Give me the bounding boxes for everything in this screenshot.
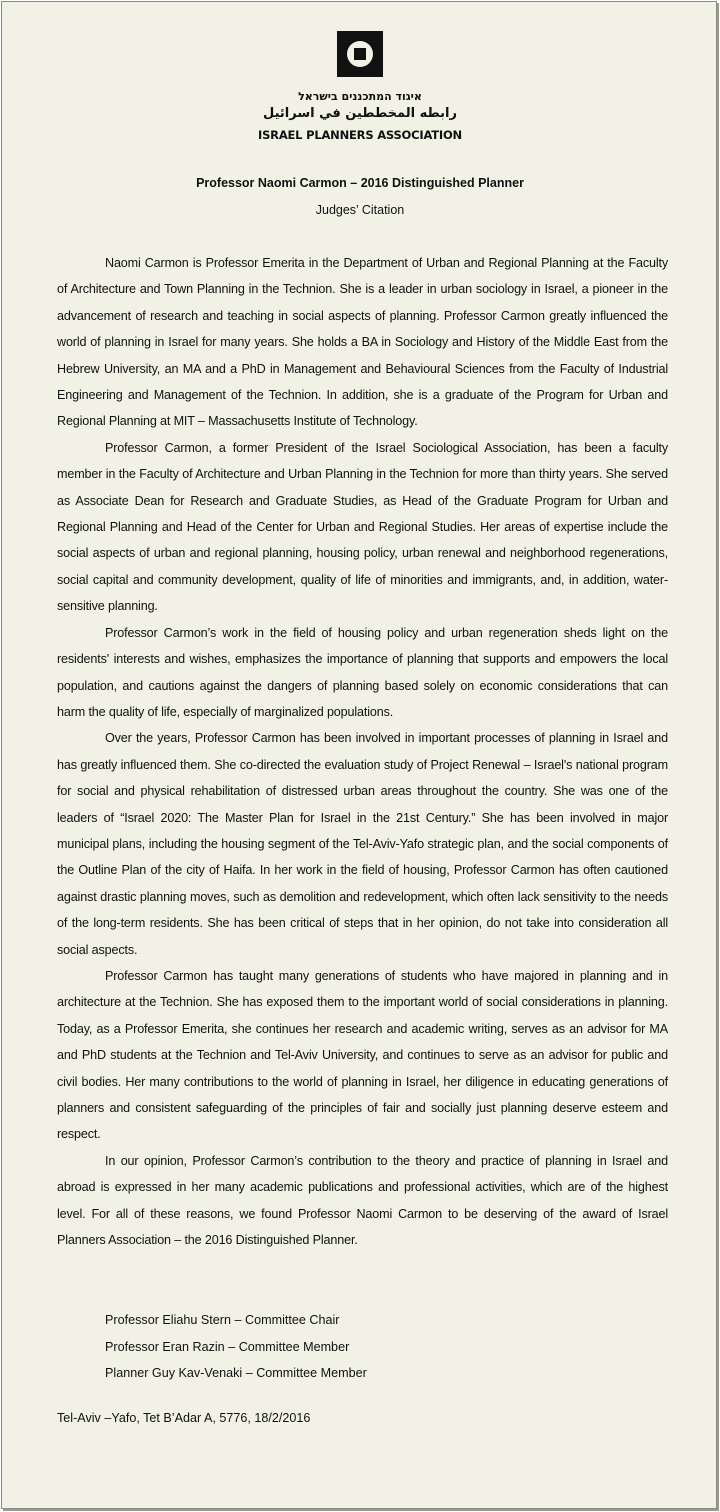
org-name-arabic: رابطه المخططين في اسرائيل bbox=[263, 106, 457, 121]
signatories bbox=[105, 1307, 367, 1387]
paragraph: In our opinion, Professor Carmon’s contribution to the theory and practice of planning in Israel and abroad is expressed in her many academic publications and professional activities, which are of the highest level. For all of these reasons, we found Professor Naomi Carmon to be deserving of the award of Israel Planners Association – the 2016 Distinguished Planner. bbox=[57, 1153, 668, 1248]
paragraph: Professor Carmon’s work in the field of housing policy and urban regeneration sheds light on the residents' interests and wishes, emphasizes the importance of planning that supports and empowers the local population, and cautions against the dangers of planning based solely on economic considerations that can harm the quality of life, especially of marginalized populations. bbox=[57, 625, 668, 719]
org-name-english: ISRAEL PLANNERS ASSOCIATION bbox=[258, 128, 462, 142]
paragraph: Professor Carmon, a former President of the Israel Sociological Association, has been a faculty member in the Faculty of Architecture and Urban Planning in the Technion for more than thirty years. She served as Associate Dean for Research and Graduate Studies, as Head of the Graduate Program for Urban and Regional Planning and Head of the Center for Urban and Regional Studies. Her areas of expertise include the social aspects of urban and regional planning, housing policy, urban renewal and neighborhood regenerations, social capital and community development, quality of life of minorities and immigrants, and, in addition, water-sensitive planning. bbox=[57, 440, 668, 614]
document-title: Professor Naomi Carmon – 2016 Distinguished Planner bbox=[196, 176, 524, 190]
paragraph: Over the years, Professor Carmon has been involved in important processes of planning in Israel and has greatly influenced them. She co-directed the evaluation study of Project Renewal – Israel's national program for social and physical rehabilitation of distressed urban areas throughout the country. She was one of the leaders of “Israel 2020: The Master Plan for Israel in the 21st Century.” She has been involved in major municipal plans, including the housing segment of the Tel-Aviv-Yafo strategic plan, and the social components of the Outline Plan of the city of Haifa. In her work in the field of housing, Professor Carmon has often cautioned against drastic planning moves, such as demolition and redevelopment, which often lack sensitivity to the needs of the long-term residents. She has been critical of steps that in her opinion, do not take into consideration all social aspects. bbox=[57, 731, 668, 957]
citation-body bbox=[57, 250, 668, 1253]
signatory: Professor Eliahu Stern – Committee Chair bbox=[105, 1313, 340, 1327]
signatory: Professor Eran Razin – Committee Member bbox=[105, 1339, 350, 1354]
dateline: Tel-Aviv –Yafo, Tet B’Adar A, 5776, 18/2/2016 bbox=[57, 1411, 311, 1425]
paragraph: Professor Carmon has taught many generations of students who have majored in planning and in architecture at the Technion. She has exposed them to the important world of social considerations in planning. Today, as a Professor Emerita, she continues her research and academic writing, serves as an advisor for MA and PhD students at the Technion and Tel-Aviv University, and continues to serve as an advisor for public and civil bodies. Her many contributions to the world of planning in Israel, her diligence in educating generations of planners and consistent safeguarding of the principles of fair and socially just planning deserve esteem and respect. bbox=[57, 968, 668, 1142]
document-frame bbox=[1, 1, 717, 1509]
logo bbox=[2, 31, 718, 82]
paragraph: Naomi Carmon is Professor Emerita in the Department of Urban and Regional Planning at the Faculty of Architecture and Town Planning in the Technion. She is a leader in urban sociology in Israel, a pioneer in the advancement of research and teaching in social aspects of planning. Professor Carmon greatly influenced the world of planning in Israel for many years. She holds a BA in Sociology and History of the Middle East from the Hebrew University, an MA and a PhD in Management and Behavioural Sciences from the Faculty of Industrial Engineering and Management of the Technion. In addition, she is a graduate of the Program for Urban and Regional Planning at MIT – Massachusetts Institute of Technology. bbox=[57, 256, 668, 429]
signatory: Planner Guy Kav-Venaki – Committee Member bbox=[105, 1366, 367, 1380]
document-subtitle: Judges’ Citation bbox=[315, 203, 405, 217]
ipa-logo-icon bbox=[337, 31, 383, 77]
org-name-hebrew: איגוד המתכננים בישראל bbox=[298, 90, 422, 103]
